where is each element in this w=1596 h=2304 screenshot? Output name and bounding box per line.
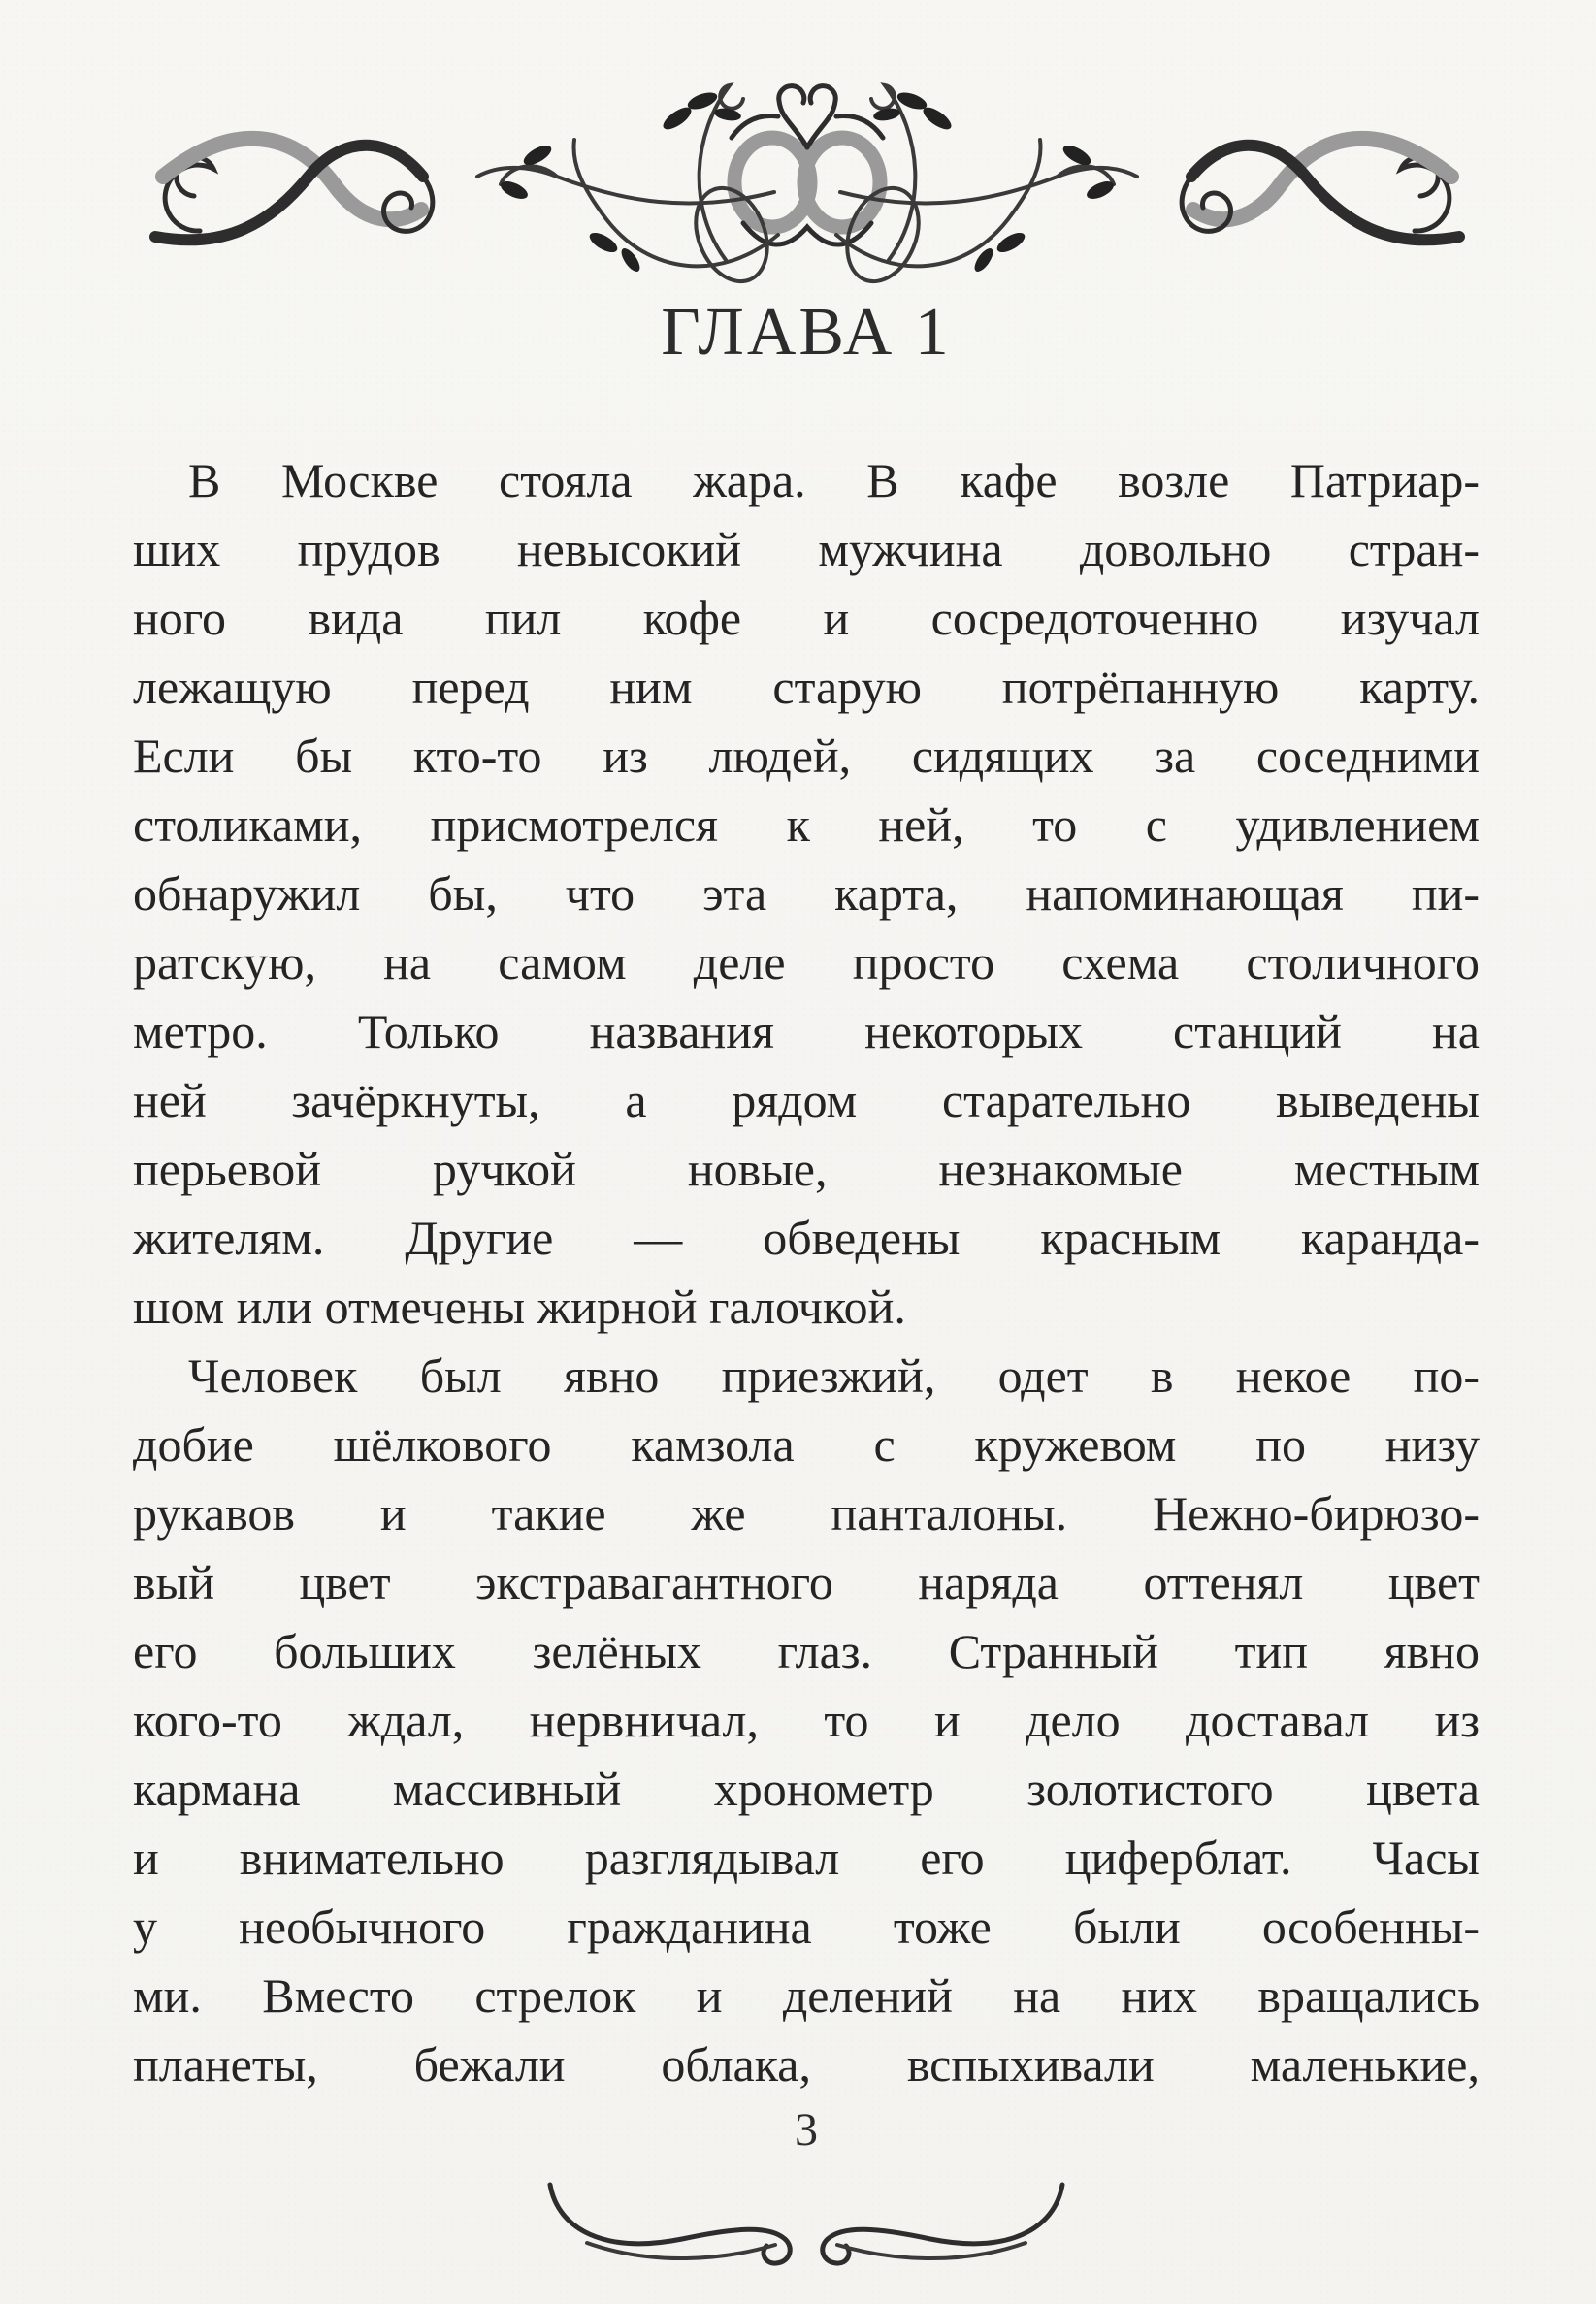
text-line: столиками, присмотрелся к ней, то с удивлением	[133, 797, 1480, 852]
text-line: ратскую, на самом деле просто схема столичного	[133, 935, 1480, 990]
chapter-title: ГЛАВА 1	[661, 295, 952, 370]
text-line: лежащую перед ним старую потрёпанную карту.	[133, 660, 1480, 714]
text-line: Если бы кто-то из людей, сидящих за соседними	[133, 729, 1480, 783]
text-line: обнаружил бы, что эта карта, напоминающая пи-	[133, 866, 1480, 921]
text-line: кармана массивный хронометр золотистого цвета	[133, 1762, 1480, 1816]
text-line: ного вида пил кофе и сосредоточенно изучал	[133, 591, 1480, 645]
swash-left	[550, 2185, 790, 2263]
text-line: вый цвет экстравагантного наряда оттенял цвет	[133, 1555, 1480, 1609]
text-line: ми. Вместо стрелок и делений на них вращались	[133, 1968, 1480, 2023]
floral-swirl-divider-icon	[99, 29, 1515, 301]
text-line: метро. Только названия некоторых станций на	[133, 1004, 1480, 1058]
calligraphic-swash-divider-icon	[535, 2169, 1078, 2276]
text-line: В Москве стояла жара. В кафе возле Патриар-	[188, 453, 1480, 507]
center-rings	[732, 86, 883, 244]
body-text	[133, 446, 1480, 2099]
paragraph	[133, 1342, 1480, 2099]
text-line: добие шёлкового камзола с кружевом по низу	[133, 1417, 1480, 1472]
text-line: Человек был явно приезжий, одет в некое по-	[188, 1348, 1480, 1403]
top-ornament	[99, 29, 1515, 301]
page-number: 3	[795, 2104, 818, 2156]
scroll-left	[155, 139, 433, 241]
paragraph	[133, 446, 1480, 1342]
text-line: ших прудов невысокий мужчина довольно стран-	[133, 522, 1480, 576]
bottom-ornament	[133, 2169, 1480, 2276]
text-line: кого-то ждал, нервничал, то и дело доставал из	[133, 1693, 1480, 1747]
text-line: и внимательно разглядывал его циферблат. Часы	[133, 1831, 1480, 1885]
text-line: у необычного гражданина тоже были особенны-	[133, 1899, 1480, 1954]
text-line: шом или отмечены жирной галочкой.	[133, 1280, 906, 1334]
text-line: перьевой ручкой новые, незнакомые местным	[133, 1142, 1480, 1196]
text-line: рукавов и такие же панталоны. Нежно-бирюзо-	[133, 1486, 1480, 1541]
text-line: планеты, бежали облака, вспыхивали маленькие,	[133, 2037, 1480, 2092]
text-line: ней зачёркнуты, а рядом старательно выведены	[133, 1073, 1480, 1127]
text-line: жителям. Другие — обведены красным каранда-	[133, 1211, 1480, 1265]
text-line: его больших зелёных глаз. Странный тип явно	[133, 1624, 1480, 1678]
